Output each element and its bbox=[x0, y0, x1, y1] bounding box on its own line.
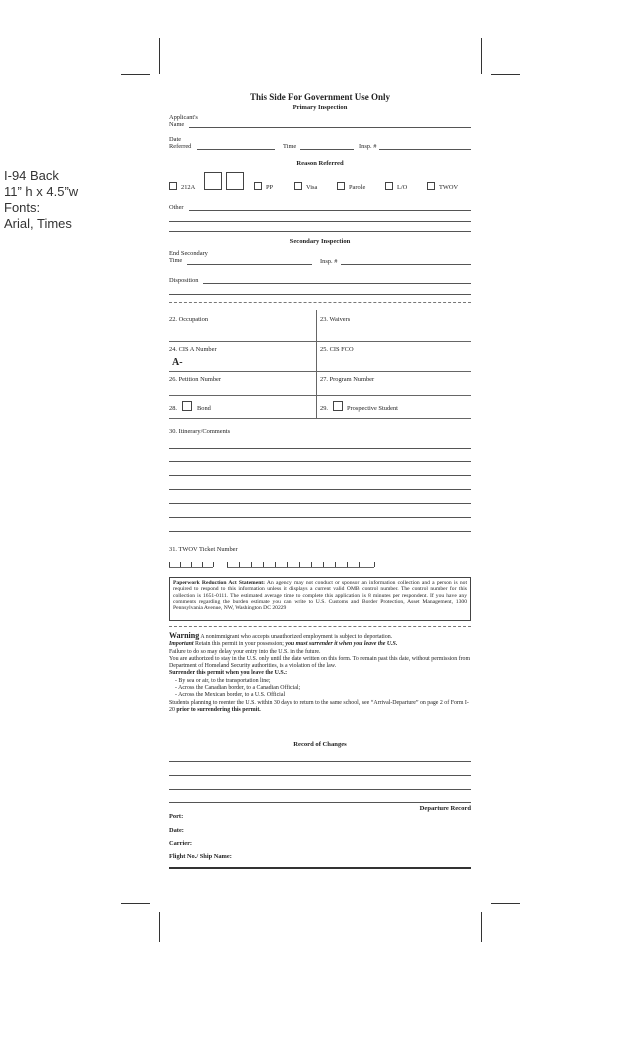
checkbox-parole[interactable] bbox=[337, 182, 345, 190]
applicant-label-line: Applicant's bbox=[169, 114, 198, 121]
prospective-student-checkbox[interactable] bbox=[333, 401, 343, 411]
cis-fco-label: 25. CIS FCO bbox=[320, 346, 354, 353]
grid-row-line bbox=[169, 341, 471, 342]
program-number-label: 27. Program Number bbox=[320, 376, 375, 383]
crop-mark-bottom-right-h bbox=[491, 903, 520, 904]
warning-title: Warning bbox=[169, 631, 200, 640]
crop-mark-bottom-left-h bbox=[121, 903, 150, 904]
prospective-student-number: 29. bbox=[320, 405, 328, 412]
insp-number-label: Insp. # bbox=[359, 143, 377, 150]
crop-mark-top-right-v bbox=[481, 38, 482, 74]
checkbox-twov[interactable] bbox=[427, 182, 435, 190]
itinerary-line[interactable] bbox=[169, 531, 471, 532]
bottom-rule bbox=[169, 867, 471, 869]
record-of-changes-line[interactable] bbox=[169, 775, 471, 776]
insp-number-field[interactable] bbox=[379, 149, 471, 150]
option-label-twov: TWOV bbox=[439, 184, 459, 191]
flight-ship-name-label: Flight No./ Ship Name: bbox=[169, 853, 232, 860]
date-label: Date: bbox=[169, 827, 184, 834]
option-label-212a: 212A bbox=[181, 184, 196, 191]
end-secondary-label-line: End Secondary bbox=[169, 250, 208, 257]
grid-row-line bbox=[169, 371, 471, 372]
disposition-label: Disposition bbox=[169, 277, 199, 284]
itinerary-line[interactable] bbox=[169, 503, 471, 504]
end-secondary-label bbox=[169, 250, 208, 265]
spec-note-line: 11” h x 4.5”w bbox=[4, 184, 79, 199]
reason-referred-title: Reason Referred bbox=[296, 160, 344, 167]
other-field-line-1[interactable] bbox=[189, 210, 471, 211]
bond-label: Bond bbox=[197, 405, 211, 412]
pra-heading: Paperwork Reduction Act Statement: bbox=[173, 580, 266, 586]
grid-row-line bbox=[169, 395, 471, 396]
itinerary-line[interactable] bbox=[169, 489, 471, 490]
date-label-line: Date bbox=[169, 136, 182, 143]
crop-mark-bottom-right-v bbox=[481, 912, 482, 942]
itinerary-line[interactable] bbox=[169, 517, 471, 518]
checkbox-pp[interactable] bbox=[254, 182, 262, 190]
option-label-visa: Visa bbox=[306, 184, 318, 191]
crop-mark-bottom-left-v bbox=[159, 912, 160, 942]
warning-line: Retain this permit in your possession; bbox=[193, 641, 286, 648]
option-label-parole: Parole bbox=[349, 184, 366, 191]
itinerary-line[interactable] bbox=[169, 461, 471, 462]
crop-mark-top-right-h bbox=[491, 74, 520, 75]
record-of-changes-line[interactable] bbox=[169, 789, 471, 790]
code-box-2[interactable] bbox=[226, 172, 244, 190]
students-note-emphasis: prior to surrendering this permit. bbox=[176, 706, 261, 713]
warning-line: You are authorized to stay in the U.S. only until the date written on this form. To remain past this date, without permission from Department of Homeland Security authorities, is a violation of the law. bbox=[169, 655, 471, 670]
other-field-line-3[interactable] bbox=[169, 231, 471, 232]
twov-ticket-boxes[interactable] bbox=[169, 560, 375, 568]
option-label-pp: PP bbox=[266, 184, 274, 191]
crop-mark-top-left-h bbox=[121, 74, 150, 75]
bond-number: 28. bbox=[169, 405, 177, 412]
spec-note-line: Fonts: bbox=[4, 200, 41, 215]
primary-inspection-title: Primary Inspection bbox=[292, 104, 348, 111]
spec-note-line: Arial, Times bbox=[4, 216, 72, 231]
option-label-lo: L/O bbox=[397, 184, 408, 191]
spec-note bbox=[4, 168, 78, 232]
itinerary-line[interactable] bbox=[169, 448, 471, 449]
secondary-insp-label: Insp. # bbox=[320, 258, 338, 265]
date-referred-label bbox=[169, 136, 191, 151]
port-label: Port: bbox=[169, 813, 184, 820]
checkbox-212a[interactable] bbox=[169, 182, 177, 190]
warning-emphasis: you must surrender it when you leave the U.S. bbox=[285, 641, 398, 648]
surrender-bullet: - Across the Canadian border, to a Canadian Official; bbox=[175, 685, 301, 692]
disposition-field-line-2[interactable] bbox=[169, 294, 471, 295]
warning-section bbox=[169, 632, 471, 714]
a-number-prefix: A- bbox=[172, 357, 183, 368]
checkbox-visa[interactable] bbox=[294, 182, 302, 190]
bond-checkbox[interactable] bbox=[182, 401, 192, 411]
itinerary-line[interactable] bbox=[169, 475, 471, 476]
spec-note-line: I-94 Back bbox=[4, 168, 59, 183]
record-of-changes-title: Record of Changes bbox=[293, 741, 347, 748]
surrender-bullet: - By sea or air, to the transportation line; bbox=[175, 677, 271, 684]
perforation-line bbox=[169, 626, 471, 627]
surrender-bullet: - Across the Mexican border, to a U.S. Official bbox=[175, 692, 286, 699]
checkbox-lo[interactable] bbox=[385, 182, 393, 190]
warning-line: Failure to do so may delay your entry into the U.S. in the future. bbox=[169, 648, 321, 655]
end-secondary-time-field[interactable] bbox=[187, 264, 312, 265]
secondary-inspection-title: Secondary Inspection bbox=[289, 238, 351, 245]
carrier-label: Carrier: bbox=[169, 840, 193, 847]
time-field[interactable] bbox=[300, 149, 354, 150]
crop-mark-top-left-v bbox=[159, 38, 160, 74]
warning-line: A nonimmigrant who accepts unauthorized employment is subject to deportation. bbox=[199, 634, 393, 640]
twov-ticket-label: 31. TWOV Ticket Number bbox=[169, 546, 238, 553]
petition-number-label: 26. Petition Number bbox=[169, 376, 222, 383]
grid-divider bbox=[316, 310, 317, 418]
important-label: Important bbox=[169, 641, 194, 648]
record-of-changes-line[interactable] bbox=[169, 802, 471, 803]
record-of-changes-line[interactable] bbox=[169, 761, 471, 762]
other-label: Other bbox=[169, 204, 184, 211]
occupation-label: 22. Occupation bbox=[169, 316, 209, 323]
secondary-insp-field[interactable] bbox=[341, 264, 471, 265]
time-label: Time bbox=[283, 143, 297, 150]
disposition-field-line-1[interactable] bbox=[203, 283, 471, 284]
itinerary-comments-label: 30. Itinerary/Comments bbox=[169, 428, 231, 435]
date-referred-field[interactable] bbox=[197, 149, 275, 150]
date-label-line: Referred bbox=[169, 143, 192, 151]
other-field-line-2[interactable] bbox=[169, 221, 471, 222]
end-secondary-label-line: Time bbox=[169, 257, 183, 265]
students-note: Students planning to reenter the U.S. within 30 days to return to the same school, see “Arrival-Departure” on page 2 of Form I-20 bbox=[169, 699, 469, 713]
applicant-name-field[interactable] bbox=[189, 127, 471, 128]
surrender-heading: Surrender this permit when you leave the U.S.: bbox=[169, 670, 288, 677]
pra-body: An agency may not conduct or sponsor an information collection and a person is not required to respond to this information unless it displays a current valid OMB control number. The control number for this collection is 1651-0111. The estimated average time to complete this application is 8 minutes per respondent. If you have any comments regarding the burden estimate you can write to U.S. Customs and Border Protection, Asset Management, 1300 Pennsylvania Avenue, NW, Washington DC 20229 bbox=[173, 580, 468, 612]
applicant-label-line: Name bbox=[169, 121, 185, 129]
grid-row-line bbox=[169, 418, 471, 419]
prospective-student-label: Prospective Student bbox=[347, 405, 398, 412]
departure-record-title: Departure Record bbox=[419, 805, 471, 812]
waivers-label: 23. Waivers bbox=[320, 316, 351, 323]
government-use-heading: This Side For Government Use Only bbox=[249, 92, 391, 102]
cis-a-number-label: 24. CIS A Number bbox=[169, 346, 217, 353]
code-box-1[interactable] bbox=[204, 172, 222, 190]
perforation-line bbox=[169, 302, 471, 303]
paperwork-reduction-act-statement bbox=[169, 577, 471, 621]
